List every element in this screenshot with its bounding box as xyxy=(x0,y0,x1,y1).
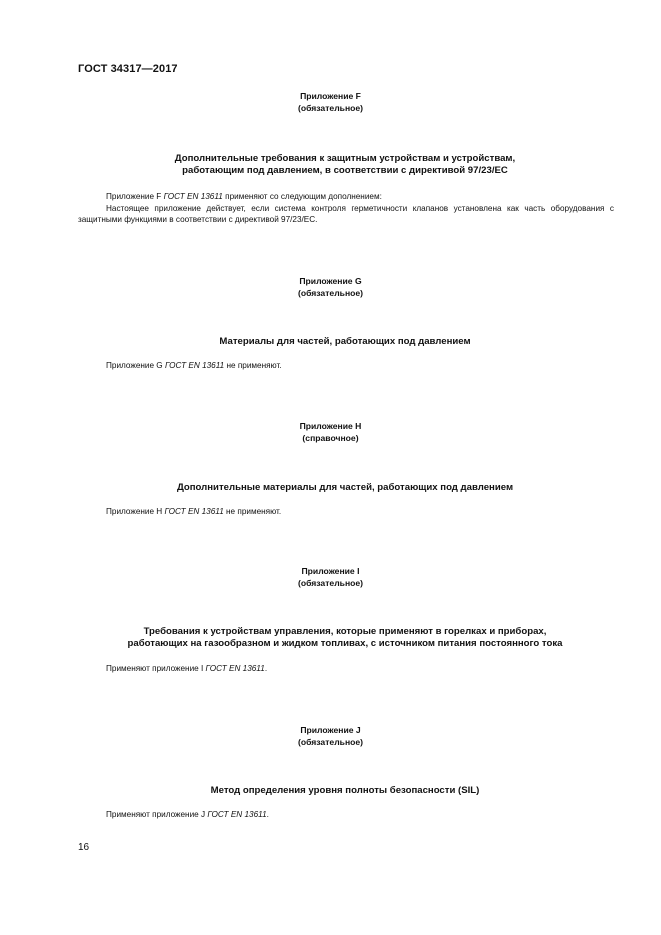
standard-reference: ГОСТ EN 13611 xyxy=(164,361,225,370)
annex-f-body xyxy=(78,191,614,226)
annex-j-title xyxy=(60,785,630,797)
standard-reference: ГОСТ EN 13611 xyxy=(207,810,267,819)
annex-status: (обязательное) xyxy=(297,102,364,113)
title-line: работающим под давлением, в соответствии с директивой 97/23/EC xyxy=(182,165,508,177)
annex-i-title xyxy=(60,626,630,650)
annex-label: Приложение J xyxy=(300,725,361,735)
annex-i-body xyxy=(78,663,614,675)
annex-j-body xyxy=(78,809,614,821)
annex-g-body xyxy=(78,360,614,372)
annex-f-title xyxy=(60,153,630,177)
annex-status: (обязательное) xyxy=(297,577,364,588)
paragraph: Приложение F ГОСТ EN 13611 применяют со следующим дополнением: xyxy=(106,192,382,201)
title-line: работающих на газообразном и жидком топливах, с источником питания постоянного тока xyxy=(127,638,563,650)
annex-status: (обязательное) xyxy=(297,287,364,298)
paragraph: Приложение G ГОСТ EN 13611 не применяют. xyxy=(106,361,282,370)
annex-h-body xyxy=(78,506,614,518)
annex-h-heading xyxy=(0,421,661,444)
annex-f-heading xyxy=(0,91,661,114)
standard-reference: ГОСТ EN 13611 xyxy=(205,664,265,673)
annex-g-heading xyxy=(0,276,661,299)
annex-label: Приложение I xyxy=(301,566,360,576)
title-line: Метод определения уровня полноты безопасности (SIL) xyxy=(210,785,480,796)
page-number: 16 xyxy=(78,842,90,853)
standard-reference: ГОСТ EN 13611 xyxy=(164,507,224,516)
annex-label: Приложение H xyxy=(299,421,362,431)
title-line: Дополнительные требования к защитным устройствам и устройствам, xyxy=(174,153,516,164)
standard-reference: ГОСТ EN 13611 xyxy=(163,192,223,201)
annex-label: Приложение F xyxy=(300,91,361,101)
title-line: Материалы для частей, работающих под давлением xyxy=(219,336,471,347)
paragraph: Применяют приложение I ГОСТ EN 13611. xyxy=(106,664,268,673)
paragraph: Приложение H ГОСТ EN 13611 не применяют. xyxy=(106,507,282,516)
annex-i-heading xyxy=(0,566,661,589)
annex-j-heading xyxy=(0,725,661,748)
annex-label: Приложение G xyxy=(299,276,362,286)
document-code: ГОСТ 34317—2017 xyxy=(78,63,178,75)
paragraph: Настоящее приложение действует, если система контроля герметичности клапанов установлена как часть оборудования с защитными функциями в соответствии с директивой 97/23/EC. xyxy=(78,203,614,225)
title-line: Требования к устройствам управления, которые применяют в горелках и приборах, xyxy=(143,626,547,637)
annex-g-title xyxy=(60,336,630,348)
title-line: Дополнительные материалы для частей, работающих под давлением xyxy=(176,482,514,493)
annex-status: (обязательное) xyxy=(297,736,364,747)
paragraph: Применяют приложение J ГОСТ EN 13611. xyxy=(106,810,269,819)
annex-h-title xyxy=(60,482,630,494)
annex-status: (справочное) xyxy=(302,432,359,443)
